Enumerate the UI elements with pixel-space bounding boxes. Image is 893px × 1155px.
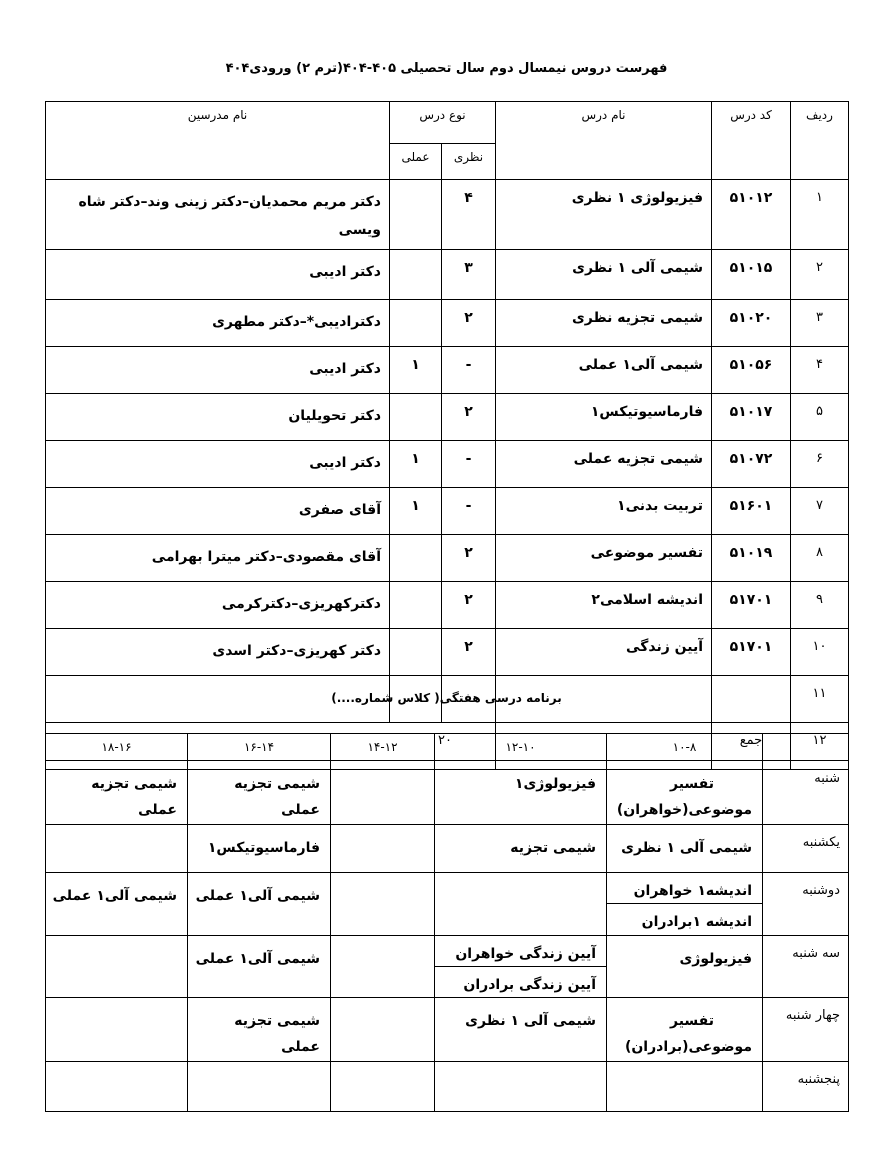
row-number: ۶ — [791, 441, 849, 488]
day-label: سه شنبه — [763, 936, 849, 998]
corner-cell — [763, 734, 849, 761]
practical-units — [390, 250, 442, 300]
table-row — [46, 441, 849, 488]
practical-units — [390, 629, 442, 676]
table-row — [46, 250, 849, 300]
class-slot — [188, 1062, 331, 1112]
schedule-table — [45, 733, 849, 1112]
theory-units: - — [442, 488, 496, 535]
teachers: دکتر مریم محمدیان–دکتر زینی وند–دکتر شاه ویسی — [46, 180, 390, 250]
class-slot-female: آیین زندگی خواهران — [435, 936, 606, 967]
total-label: جمع — [712, 723, 791, 770]
table-row — [46, 394, 849, 441]
row-number: ۱۲ — [791, 723, 849, 770]
teachers: دکتر تحویلیان — [46, 394, 390, 441]
class-slot-male: اندیشه ۱برادران — [641, 914, 752, 930]
class-slot — [331, 998, 435, 1062]
table-row — [46, 535, 849, 582]
course-table — [45, 101, 849, 770]
teachers: دکترکهریزی–دکترکرمی — [46, 582, 390, 629]
course-code: ۵۱۰۱۵ — [712, 250, 791, 300]
class-slot — [607, 873, 763, 936]
class-slot: شیمی تجزیه عملی — [46, 761, 188, 825]
class-slot — [46, 936, 188, 998]
course-name: فیزیولوژی ۱ نظری — [496, 180, 712, 250]
schedule-row — [46, 825, 849, 873]
course-name: اندیشه اسلامی۲ — [496, 582, 712, 629]
day-label: پنجشنبه — [763, 1062, 849, 1112]
day-label: دوشنبه — [763, 873, 849, 936]
teachers: دکتر ادیبی — [46, 250, 390, 300]
practical-units — [390, 535, 442, 582]
theory-units: ۲ — [442, 582, 496, 629]
header-theory: نظری — [442, 144, 496, 180]
row-number: ۱۰ — [791, 629, 849, 676]
table-row — [46, 180, 849, 250]
practical-units: ۱ — [390, 488, 442, 535]
theory-units: ۳ — [442, 250, 496, 300]
class-slot: تفسیر موضوعی(خواهران) — [607, 761, 763, 825]
day-label: شنبه — [763, 761, 849, 825]
course-name: شیمی آلی۱ عملی — [496, 347, 712, 394]
class-slot: شیمی تجزیه عملی — [188, 998, 331, 1062]
row-number: ۱۱ — [791, 676, 849, 723]
course-code: ۵۱۰۱۷ — [712, 394, 791, 441]
practical-units — [390, 582, 442, 629]
row-number: ۸ — [791, 535, 849, 582]
course-name: تفسیر موضوعی — [496, 535, 712, 582]
header-row: ردیف — [791, 102, 849, 180]
schedule-row — [46, 761, 849, 825]
class-slot — [46, 825, 188, 873]
time-slot-header: ۱۲-۱۰ — [435, 734, 607, 761]
class-slot: فیزیولوژی — [607, 936, 763, 998]
theory-units: ۲ — [442, 535, 496, 582]
practical-units: ۱ — [390, 441, 442, 488]
theory-units: - — [442, 347, 496, 394]
row-number: ۵ — [791, 394, 849, 441]
row-number: ۲ — [791, 250, 849, 300]
class-slot — [331, 761, 435, 825]
class-slot — [331, 873, 435, 936]
row-number: ۴ — [791, 347, 849, 394]
document-title: فهرست دروس نیمسال دوم سال تحصیلی ۴۰۵-۴۰۴(ترم ۲) ورودی۴۰۴ — [225, 61, 668, 76]
class-slot: شیمی آلی۱ عملی — [188, 936, 331, 998]
course-name: فارماسیوتیکس۱ — [496, 394, 712, 441]
theory-units: ۴ — [442, 180, 496, 250]
teachers: دکتر کهریزی–دکتر اسدی — [46, 629, 390, 676]
row-number: ۹ — [791, 582, 849, 629]
course-name: شیمی تجزیه عملی — [496, 441, 712, 488]
class-slot: شیمی آلی۱ عملی — [188, 873, 331, 936]
course-code: ۵۱۶۰۱ — [712, 488, 791, 535]
row-number: ۷ — [791, 488, 849, 535]
teachers: دکتر ادیبی — [46, 347, 390, 394]
header-practical: عملی — [390, 144, 442, 180]
course-code: ۵۱۰۲۰ — [712, 300, 791, 347]
schedule-row — [46, 998, 849, 1062]
class-slot: شیمی تجزیه — [435, 825, 607, 873]
row-number: ۱ — [791, 180, 849, 250]
class-slot: شیمی آلی ۱ نظری — [607, 825, 763, 873]
time-slot-header: ۱۰-۸ — [607, 734, 763, 761]
class-slot: شیمی تجزیه عملی — [188, 761, 331, 825]
course-name: آیین زندگی — [496, 629, 712, 676]
class-slot: فیزیولوژی۱ — [435, 761, 607, 825]
class-slot — [46, 998, 188, 1062]
table-row — [46, 300, 849, 347]
schedule-row — [46, 936, 849, 998]
class-slot: شیمی آلی۱ عملی — [46, 873, 188, 936]
header-course-type: نوع درس — [390, 102, 496, 144]
total-units: ۲۰ — [46, 723, 496, 770]
course-code: ۵۱۰۵۶ — [712, 347, 791, 394]
day-label: یکشنبه — [763, 825, 849, 873]
schedule-row — [46, 873, 849, 936]
course-code: ۵۱۰۷۲ — [712, 441, 791, 488]
course-code: ۵۱۷۰۱ — [712, 582, 791, 629]
row-number: ۳ — [791, 300, 849, 347]
teachers: آقای مقصودی–دکتر میترا بهرامی — [46, 535, 390, 582]
teachers: دکترادیبی*–دکتر مطهری — [46, 300, 390, 347]
teachers: آقای صفری — [46, 488, 390, 535]
class-slot — [607, 1062, 763, 1112]
course-name: تربیت بدنی۱ — [496, 488, 712, 535]
course-name: شیمی تجزیه نظری — [496, 300, 712, 347]
class-slot: فارماسیوتیکس۱ — [188, 825, 331, 873]
time-slot-header: ۱۴-۱۲ — [331, 734, 435, 761]
class-slot — [435, 873, 607, 936]
practical-units — [390, 300, 442, 347]
course-code: ۵۱۰۱۲ — [712, 180, 791, 250]
class-slot: تفسیر موضوعی(برادران) — [607, 998, 763, 1062]
class-slot-male: آیین زندگی برادران — [463, 977, 596, 993]
class-slot — [46, 1062, 188, 1112]
table-row — [46, 488, 849, 535]
course-name: شیمی آلی ۱ نظری — [496, 250, 712, 300]
schedule-row — [46, 1062, 849, 1112]
class-slot-female: اندیشه۱ خواهران — [607, 873, 762, 904]
class-slot — [331, 1062, 435, 1112]
header-teachers: نام مدرسین — [46, 102, 390, 180]
practical-units — [390, 180, 442, 250]
time-slot-header: ۱۸-۱۶ — [46, 734, 188, 761]
class-slot — [435, 1062, 607, 1112]
course-code: ۵۱۰۱۹ — [712, 535, 791, 582]
theory-units: ۲ — [442, 394, 496, 441]
table-row — [46, 629, 849, 676]
header-code: کد درس — [712, 102, 791, 180]
practical-units — [390, 394, 442, 441]
theory-units: ۲ — [442, 300, 496, 347]
theory-units: ۲ — [442, 629, 496, 676]
time-slot-header: ۱۶-۱۴ — [188, 734, 331, 761]
class-slot: شیمی آلی ۱ نظری — [435, 998, 607, 1062]
class-slot — [331, 936, 435, 998]
practical-units: ۱ — [390, 347, 442, 394]
class-slot — [435, 936, 607, 998]
theory-units: - — [442, 441, 496, 488]
day-label: چهار شنبه — [763, 998, 849, 1062]
teachers: دکتر ادیبی — [46, 441, 390, 488]
course-code: ۵۱۷۰۱ — [712, 629, 791, 676]
schedule-title: برنامه درسی هفتگی( کلاس شماره....) — [331, 691, 562, 705]
table-row — [46, 347, 849, 394]
header-course-name: نام درس — [496, 102, 712, 180]
class-slot — [331, 825, 435, 873]
table-row — [46, 582, 849, 629]
